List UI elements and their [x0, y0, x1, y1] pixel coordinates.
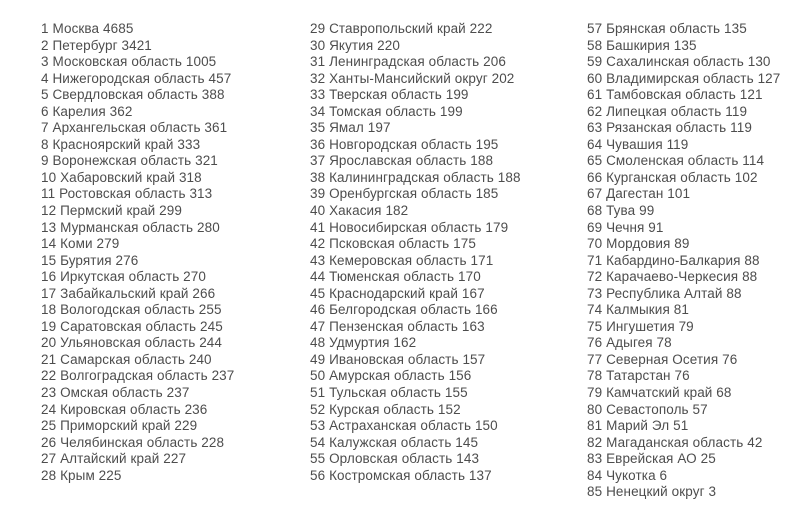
list-item: 5 Свердловская область 388 — [41, 87, 225, 103]
list-item: 33 Тверская область 199 — [310, 87, 469, 103]
list-column-1 — [41, 21, 234, 484]
list-item: 52 Курская область 152 — [310, 401, 461, 417]
list-item: 49 Ивановская область 157 — [310, 351, 486, 367]
list-item: 50 Амурская область 156 — [310, 368, 472, 384]
list-item: 40 Хакасия 182 — [310, 203, 409, 219]
list-item: 69 Чечня 91 — [587, 219, 664, 235]
list-item: 16 Иркутская область 270 — [41, 269, 206, 285]
list-item: 4 Нижегородская область 457 — [41, 70, 232, 86]
list-item: 10 Хабаровский край 318 — [41, 169, 202, 185]
list-item: 22 Волгоградская область 237 — [41, 368, 235, 384]
list-item: 48 Удмуртия 162 — [310, 335, 417, 351]
list-item: 13 Мурманская область 280 — [41, 219, 220, 235]
list-item: 20 Ульяновская область 244 — [41, 335, 223, 351]
list-item: 6 Карелия 362 — [41, 103, 133, 119]
list-item: 39 Оренбургская область 185 — [310, 186, 499, 202]
list-item: 85 Ненецкий округ 3 — [587, 484, 717, 500]
list-item: 24 Кировская область 236 — [41, 401, 208, 417]
list-item: 17 Забайкальский край 266 — [41, 285, 216, 301]
list-item: 14 Коми 279 — [41, 236, 120, 252]
list-item: 45 Краснодарский край 167 — [310, 285, 485, 301]
list-item: 59 Сахалинская область 130 — [587, 54, 771, 70]
list-item: 63 Рязанская область 119 — [587, 120, 752, 136]
list-item: 21 Самарская область 240 — [41, 351, 212, 367]
list-item: 71 Кабардино-Балкария 88 — [587, 252, 760, 268]
list-item: 19 Саратовская область 245 — [41, 318, 223, 334]
list-item: 8 Красноярский край 333 — [41, 136, 201, 152]
list-item: 56 Костромская область 137 — [310, 467, 492, 483]
list-item: 84 Чукотка 6 — [587, 467, 668, 483]
list-item: 81 Марий Эл 51 — [587, 418, 689, 434]
list-item: 25 Приморский край 229 — [41, 418, 198, 434]
list-item: 46 Белгородская область 166 — [310, 302, 498, 318]
list-item: 54 Калужская область 145 — [310, 434, 479, 450]
list-item: 44 Тюменская область 170 — [310, 269, 481, 285]
list-item: 80 Севастополь 57 — [587, 401, 708, 417]
list-item: 77 Северная Осетия 76 — [587, 351, 738, 367]
list-item: 57 Брянская область 135 — [587, 21, 747, 36]
list-item: 64 Чувашия 119 — [587, 136, 689, 152]
list-item: 73 Республика Алтай 88 — [587, 285, 742, 301]
list-item: 79 Камчатский край 68 — [587, 385, 732, 401]
list-item: 28 Крым 225 — [41, 467, 122, 483]
list-item: 67 Дагестан 101 — [587, 186, 691, 202]
list-item: 7 Архангельская область 361 — [41, 120, 228, 136]
list-column-3 — [587, 21, 780, 501]
list-item: 12 Пермский край 299 — [41, 203, 182, 219]
list-item: 34 Томская область 199 — [310, 103, 463, 119]
list-item: 35 Ямал 197 — [310, 120, 391, 136]
list-item: 26 Челябинская область 228 — [41, 434, 225, 450]
list-item: 30 Якутия 220 — [310, 37, 400, 53]
list-item: 75 Ингушетия 79 — [587, 318, 694, 334]
list-item: 27 Алтайский край 227 — [41, 451, 187, 467]
list-item: 74 Калмыкия 81 — [587, 302, 689, 318]
list-item: 82 Магаданская область 42 — [587, 434, 763, 450]
list-item: 70 Мордовия 89 — [587, 236, 690, 252]
list-item: 3 Московская область 1005 — [41, 54, 217, 70]
list-item: 37 Ярославская область 188 — [310, 153, 494, 169]
list-item: 23 Омская область 237 — [41, 385, 190, 401]
list-column-2 — [310, 21, 521, 484]
list-item: 43 Кемеровская область 171 — [310, 252, 494, 268]
list-item: 61 Тамбовская область 121 — [587, 87, 763, 103]
list-item: 76 Адыгея 78 — [587, 335, 672, 351]
list-item: 83 Еврейская АО 25 — [587, 451, 716, 467]
list-item: 78 Татарстан 76 — [587, 368, 690, 384]
list-item: 9 Воронежская область 321 — [41, 153, 218, 169]
list-item: 65 Смоленская область 114 — [587, 153, 765, 169]
list-item: 47 Пензенская область 163 — [310, 318, 485, 334]
list-item: 51 Тульская область 155 — [310, 385, 468, 401]
list-item: 68 Тува 99 — [587, 203, 655, 219]
list-item: 11 Ростовская область 313 — [41, 186, 213, 202]
list-item: 42 Псковская область 175 — [310, 236, 476, 252]
list-item: 18 Вологодская область 255 — [41, 302, 222, 318]
list-item: 1 Москва 4685 — [41, 21, 134, 36]
list-item: 38 Калининградская область 188 — [310, 169, 521, 185]
list-item: 72 Карачаево-Черкесия 88 — [587, 269, 758, 285]
list-item: 66 Курганская область 102 — [587, 169, 758, 185]
list-item: 31 Ленинградская область 206 — [310, 54, 506, 70]
list-item: 58 Башкирия 135 — [587, 37, 697, 53]
list-item: 36 Новгородская область 195 — [310, 136, 499, 152]
list-item: 62 Липецкая область 119 — [587, 103, 748, 119]
list-item: 29 Ставропольский край 222 — [310, 21, 493, 36]
list-item: 55 Орловская область 143 — [310, 451, 480, 467]
list-item: 41 Новосибирская область 179 — [310, 219, 509, 235]
list-item: 15 Бурятия 276 — [41, 252, 139, 268]
list-item: 2 Петербург 3421 — [41, 37, 152, 53]
list-item: 60 Владимирская область 127 — [587, 70, 781, 86]
list-item: 32 Ханты-Мансийский округ 202 — [310, 70, 515, 86]
list-item: 53 Астраханская область 150 — [310, 418, 498, 434]
